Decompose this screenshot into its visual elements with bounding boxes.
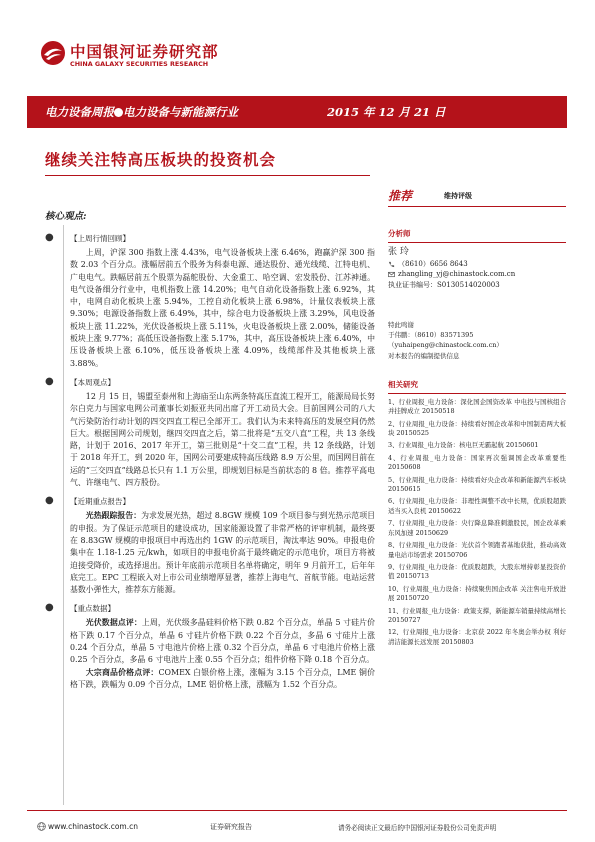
related-report-link[interactable]: 10、行业周报_电力设备：持续聚焦国企改革 关注售电开放进展 20150720 bbox=[388, 584, 566, 603]
logo-text-cn: 中国银河证券研究部 bbox=[70, 43, 219, 61]
paragraph: 光热跟踪报告：为求发展光热，超过 8.8GW 规模 109 个项目参与到光热示范项目的申报。为了保证示范项目的建设成功，国家能源设置了非常严格的评审机制，最终要在 8.83GW 规模的申报项目中再选出约 1GW 的示范项目，淘汰率达 90%。申报电价集中在 1.18-1.25 元/kwh，如项目的申报电价高于最终确定的示范电价，项目方将被迫接受降价，或选择退出。预计年底前示范项目名单将确定，明年 9 月前开工，后年年底完工。EPC 工程嵌入对上市公司业绩增厚显著，推荐上海电气、首航节能。电站运营基数小弹性大，推荐东方能源。 bbox=[70, 511, 375, 595]
report-date: 2015 年 12 月 21 日 bbox=[327, 105, 446, 119]
banner-dot-icon bbox=[114, 108, 123, 117]
analyst-email-row bbox=[388, 269, 566, 280]
related-report-link[interactable]: 5、行业周报_电力设备：持续看好央企改革和新能源汽车板块 20150615 bbox=[388, 475, 566, 494]
footer-report-type: 证券研究报告 bbox=[210, 823, 252, 831]
acknowledgement-email[interactable]: （yuhaipeng@chinastock.com.cn） bbox=[388, 341, 503, 350]
banner-report-type: 电力设备周报 bbox=[45, 105, 114, 119]
section-title: 【近期重点报告】 bbox=[70, 497, 130, 507]
company-logo bbox=[40, 38, 236, 78]
section-market-review bbox=[43, 232, 375, 370]
analyst-email[interactable]: zhangling_yj@chinastock.com.cn bbox=[398, 270, 516, 278]
paragraph-lead: 大宗商品价格点评： bbox=[85, 667, 159, 677]
analyst-name: 张 玲 bbox=[388, 247, 409, 257]
sidebar bbox=[388, 228, 566, 650]
main-content bbox=[43, 222, 375, 691]
title-divider bbox=[45, 175, 370, 176]
related-report-link[interactable]: 12、行业周报_电力设备：北京获 2022 年冬奥会举办权 利好清洁能源长远发展 20150803 bbox=[388, 628, 566, 646]
related-report-link[interactable]: 2、行业周报_电力设备：持续看好国企改革和中国制造两大板块 20150525 bbox=[388, 419, 566, 438]
analyst-info bbox=[388, 247, 566, 290]
section-recent-reports bbox=[43, 495, 375, 596]
section-body bbox=[70, 247, 375, 370]
section-body bbox=[70, 510, 375, 596]
globe-icon bbox=[37, 822, 46, 831]
section-bullet-icon: ● bbox=[45, 602, 54, 614]
paragraph: 光伏数据点评：上周，光伏级多晶硅料价格下跌 0.82 个百分点，单晶 5 寸硅片价格下跌 0.17 个百分点，单晶 6 寸硅片价格下跌 0.22 个百分点，多晶 6 寸硅片上涨 0.24 个百分点，单晶 5 寸电池片价格上涨 0.32 个百分点，单晶 6 寸电池片价格上涨 0.25 个百分点，多晶 6 寸电池片上涨 0.55 个百分点；组件价格下降 0.18 个百分点。 bbox=[70, 618, 375, 665]
banner-category bbox=[45, 104, 238, 120]
acknowledgement-person: 于伟鹏：（8610）83571395 bbox=[388, 331, 474, 340]
section-title: 【本周观点】 bbox=[70, 377, 115, 387]
related-report-link[interactable]: 11、行业周报_电力设备：政策支撑，新能源车销量持续高增长 20150727 bbox=[388, 606, 566, 624]
galaxy-logo-icon bbox=[40, 40, 66, 66]
rating-divider bbox=[388, 206, 566, 207]
section-key-data bbox=[43, 602, 375, 691]
email-icon bbox=[388, 271, 395, 278]
section-title: 【上周行情回顾】 bbox=[70, 234, 130, 243]
section-weekly-view bbox=[43, 376, 375, 489]
analyst-phone: （8610）6656 8643 bbox=[398, 259, 468, 268]
section-bullet-icon: ● bbox=[45, 375, 54, 387]
section-bullet-icon: ● bbox=[45, 232, 54, 243]
rating-label: 推荐 bbox=[388, 189, 413, 203]
related-report-link[interactable]: 6、行业周报_电力设备：非理性调整不改中长期，优质股超跌适当买入良机 20150622 bbox=[388, 497, 566, 515]
core-views-heading: 核心观点: bbox=[45, 211, 87, 222]
report-banner bbox=[27, 96, 567, 128]
analyst-license-row bbox=[388, 280, 566, 291]
related-report-link[interactable]: 9、行业周报_电力设备：优质股超跌，大股东增持彰显投资价值 20150713 bbox=[388, 562, 566, 581]
footer-divider bbox=[27, 810, 567, 811]
section-body bbox=[70, 391, 375, 489]
logo-text-en: CHINA GALAXY SECURITIES RESEARCH bbox=[70, 60, 209, 68]
paragraph: 12 月 15 日，锡盟至泰州和上海庙至山东两条特高压直流工程开工，能源局局长努尔白克力与国家电网公司董事长刘振亚共同出席了开工动员大会。目前国网公司的八大气污染防治行动计划的四交四直工程已全部开工。我们认为未来特高压的发展空间仍然巨大。根据国网公司规划，继四交四直之后，第二批将是“五交八直”工程，共 13 条线路，计划于 2016、2017 年开工，第三批则是“十交二直”工程，共 12 条线路，计划于 2018 年开工，到 2020 年，国网公司要建成特高压线路 8.9 万公里，而国网目前在运的“三交四直”线路总长只有 1.1 万公里，即规划目标是当前状态的 8 倍。推荐平高电气、许继电气、四方股份。 bbox=[70, 391, 375, 488]
acknowledgement bbox=[388, 320, 566, 361]
related-research-heading: 相关研究 bbox=[388, 379, 566, 394]
related-report-link[interactable]: 8、行业周报_电力设备：光伏首个领跑者基地获批，推动高效量电站市场需求 20150706 bbox=[388, 541, 566, 559]
footer-website-link[interactable]: www.chinastock.com.cn bbox=[48, 822, 138, 831]
footer-disclaimer: 请务必阅读正文最后的中国银河证券股份公司免责声明 bbox=[338, 824, 497, 832]
rating-sub: 维持评级 bbox=[444, 191, 472, 200]
phone-icon bbox=[388, 261, 395, 268]
acknowledgement-title: 特此鸣谢 bbox=[388, 321, 414, 329]
report-title: 继续关注特高压板块的投资机会 bbox=[45, 151, 277, 169]
analyst-heading: 分析师 bbox=[388, 228, 566, 243]
section-title: 【重点数据】 bbox=[70, 604, 115, 614]
paragraph-lead: 光热跟踪报告： bbox=[85, 511, 142, 521]
paragraph: 大宗商品价格点评：COMEX 白银价格上涨，涨幅为 3.15 个百分点，LME 铜价格下跌，跌幅为 0.09 个百分点，LME 铝价格上涨，涨幅为 1.52 个百分点。 bbox=[70, 667, 375, 689]
related-report-link[interactable]: 1、行业周报_电力设备：深化国企国资改革 中电投与国核组合并挂牌成立 20150518 bbox=[388, 397, 566, 416]
related-research bbox=[388, 379, 566, 647]
section-body bbox=[70, 617, 375, 691]
paragraph: 上周，沪深 300 指数上涨 4.43%，电气设备板块上涨 6.46%，跑赢沪深 300 指数 2.03 个百分点。涨幅居前五个股务为科泰电源、通达股份、通光线缆、江特电机、广电电气。跌幅居前五个股票为磊舵股份、大金重工、哈空调、宏发股份、江苏神通。电气设备细分行业中，电机指数上涨 14.20%；电气自动化设备指数上涨 6.92%，其中，电网自动化板块上涨 5.94%，工控自动化板块上涨 6.98%，计量仪表板块上涨 9.30%；电源设备指数上涨 6.49%，其中，综合电力设备板块上涨 3.29%，风电设备板块上涨 11.22%，光伏设备板块上涨 5.11%，火电设备板块上涨 2.00%，储能设备板块上涨 9.77%；高低压设备指数上涨 5.17%，其中，高压设备板块上涨 6.40%，中压设备板块上涨 6.10%，低压设备板块上涨 4.09%，线缆部件及其他板块上涨 3.88%。 bbox=[70, 248, 375, 368]
analyst-license: 执业证书编号：S0130514020003 bbox=[388, 280, 500, 289]
banner-industry: 电力设备与新能源行业 bbox=[123, 105, 238, 119]
analyst-phone-row bbox=[388, 259, 566, 270]
related-report-link[interactable]: 3、行业周报_电力设备：核电巨无霸起航 20150601 bbox=[388, 441, 539, 450]
acknowledgement-note: 对本报告的编制提供信息 bbox=[388, 351, 460, 360]
related-report-link[interactable]: 4、行业周报_电力设备：国家再次强调国企改革重要性 20150608 bbox=[388, 453, 566, 472]
related-research-list bbox=[388, 398, 566, 647]
section-bullet-icon: ● bbox=[45, 495, 54, 507]
paragraph-lead: 光伏数据点评： bbox=[85, 618, 142, 628]
related-report-link[interactable]: 7、行业周报_电力设备：央行降息降准刺激股民，国企改革乘东风加速 20150629 bbox=[388, 519, 566, 537]
